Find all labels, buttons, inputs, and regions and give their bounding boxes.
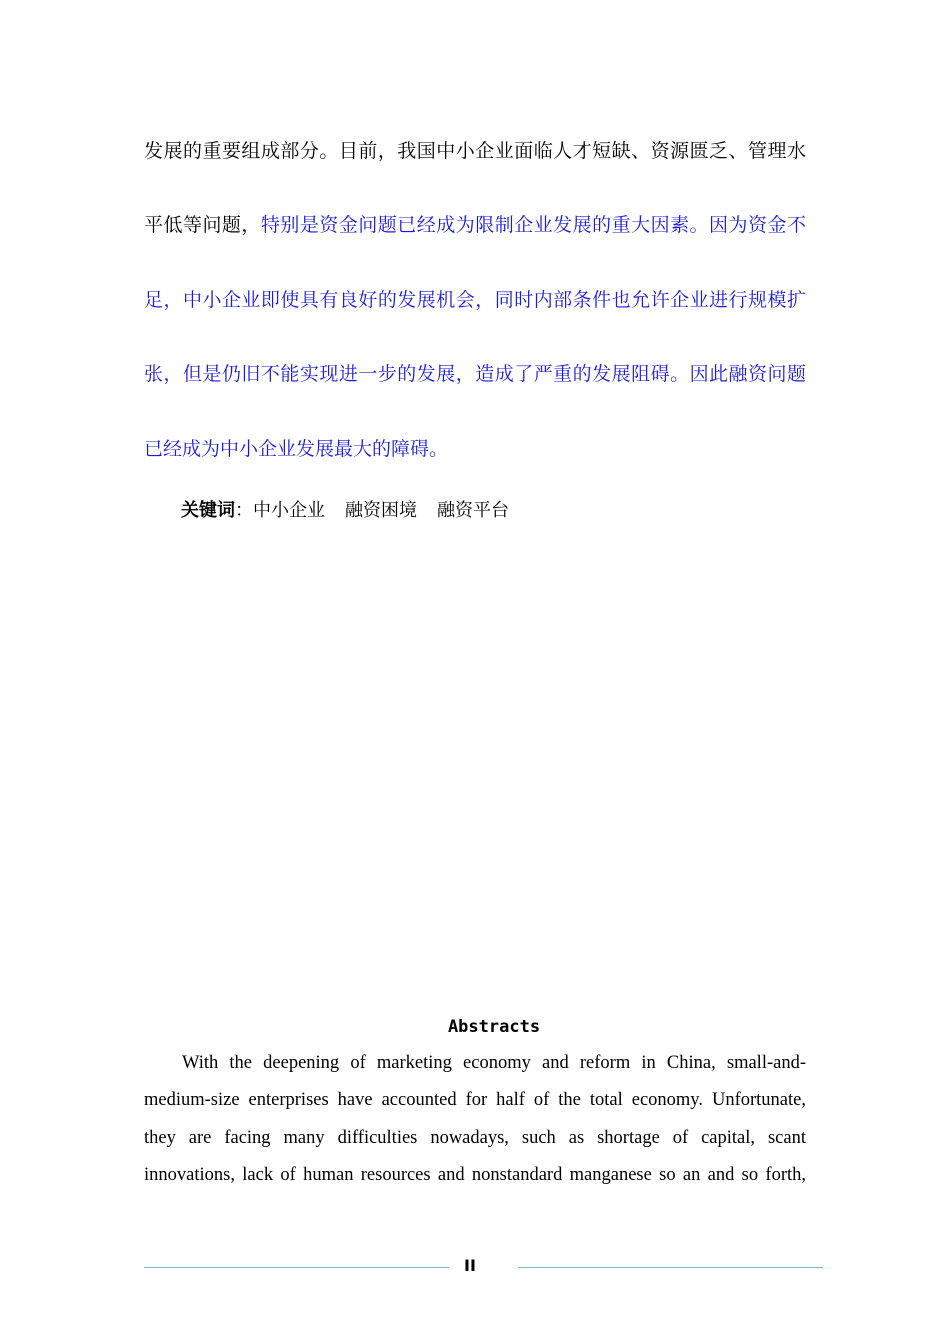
keyword-item: 融资困境 bbox=[345, 500, 417, 521]
chinese-abstract-line-4 bbox=[144, 362, 806, 386]
keywords-line bbox=[181, 498, 529, 524]
keyword-item: 融资平台 bbox=[437, 500, 509, 521]
english-text: medium-size enterprises have accounted for half of the total economy. Unfortunate, bbox=[144, 1090, 806, 1110]
keywords-label: 关键词 bbox=[181, 500, 235, 521]
abstract-title: Abstracts bbox=[447, 1017, 541, 1037]
english-abstract-line-3 bbox=[144, 1126, 806, 1150]
keywords-colon: ： bbox=[235, 500, 253, 521]
highlighted-text-segment: 足，中小企业即使具有良好的发展机会，同时内部条件也允许企业进行规模扩 bbox=[144, 289, 806, 311]
chinese-abstract-line-3 bbox=[144, 288, 806, 312]
footer-rule-right bbox=[518, 1267, 823, 1268]
highlighted-text-segment: 已经成为中小企业发展最大的障碍。 bbox=[144, 438, 449, 460]
english-text: innovations, lack of human resources and nonstandard manganese so an and so forth, bbox=[144, 1165, 806, 1185]
english-text: With the deepening of marketing economy and reform in China, small-and- bbox=[182, 1053, 806, 1073]
page-number: II bbox=[464, 1256, 476, 1275]
english-abstract-line-1 bbox=[182, 1051, 806, 1075]
chinese-abstract-line-1 bbox=[144, 139, 806, 163]
chinese-abstract-line-5 bbox=[144, 437, 806, 461]
keyword-item: 中小企业 bbox=[253, 500, 325, 521]
english-abstract-line-2 bbox=[144, 1088, 806, 1112]
footer-rule-left bbox=[144, 1267, 449, 1268]
english-abstract-line-4 bbox=[144, 1163, 806, 1187]
english-text: they are facing many difficulties nowadays, such as shortage of capital, scant bbox=[144, 1128, 806, 1148]
chinese-text-segment: 发展的重要组成部分。目前，我国中小企业面临人才短缺、资源匮乏、管理水 bbox=[144, 140, 806, 162]
chinese-abstract-line-2 bbox=[144, 213, 806, 237]
chinese-text-segment: 平低等问题， bbox=[144, 214, 261, 236]
highlighted-text-segment: 特别是资金问题已经成为限制企业发展的重大因素。因为资金不 bbox=[260, 214, 806, 236]
highlighted-text-segment: 张，但是仍旧不能实现进一步的发展，造成了严重的发展阻碍。因此融资问题 bbox=[144, 363, 806, 385]
